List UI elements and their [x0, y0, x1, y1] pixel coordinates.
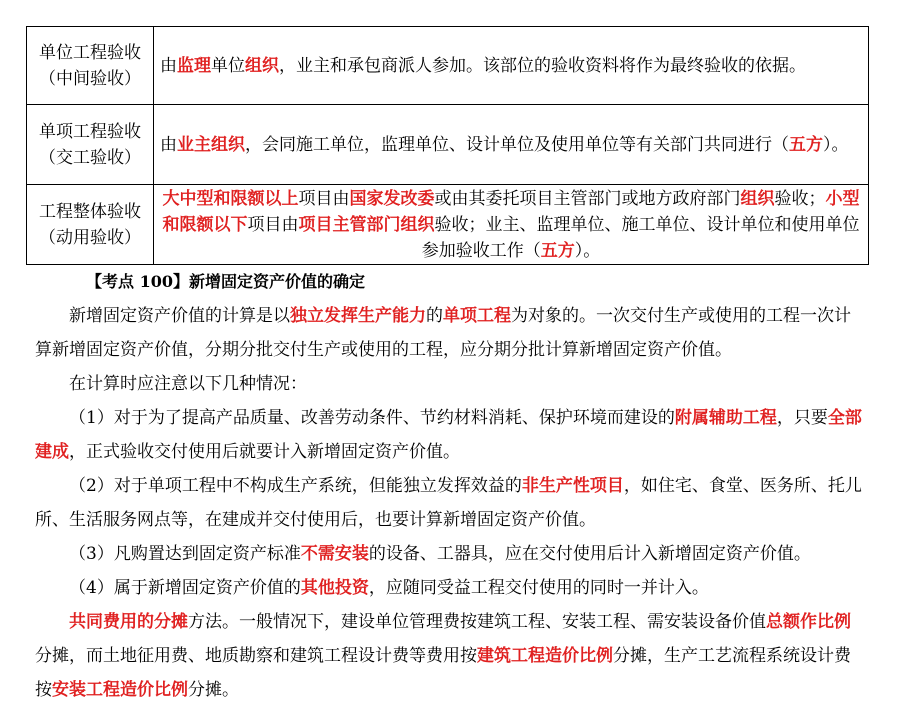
highlight-text: 其他投资 — [300, 578, 369, 598]
text-run: 的 — [426, 306, 443, 326]
text-run: 分摊。 — [188, 680, 239, 700]
text-run: 分摊，生产工艺流程系统设计费按 — [35, 646, 851, 700]
highlight-text: 大中型和限额以上 — [162, 188, 299, 209]
highlight-text: 附属辅助工程 — [674, 408, 777, 428]
desc-cell — [154, 185, 869, 265]
desc-cell — [154, 27, 869, 105]
text-run: 的设备、工器具，应在交付使用后计入新增固定资产价值。 — [368, 544, 811, 564]
text-run: 分摊，而土地征用费、地质勘察和建筑工程设计费等费用按 — [35, 646, 477, 666]
text-run: 由 — [160, 134, 177, 155]
text-run: 单位 — [211, 55, 245, 76]
highlight-text: 监理 — [177, 55, 211, 76]
highlight-text: 组织 — [740, 188, 775, 209]
text-run: ）。 — [574, 240, 601, 261]
highlight-text: 国家发改委 — [349, 188, 435, 209]
text-run: 在计算时应注意以下几种情况： — [69, 374, 307, 394]
highlight-text: 小型和限额以下 — [162, 188, 860, 235]
stage-cell: 单项工程验收（交工验收） — [27, 105, 154, 185]
table-row — [27, 185, 869, 265]
text-run: 项目由 — [247, 214, 299, 235]
text-run: 为对象的。一次交付生产或使用的工程一次计算新增固定资产价值，分期分批交付生产或使用的工程，应分期分批计算新增固定资产价值。 — [35, 306, 851, 360]
highlight-text: 建筑工程造价比例 — [477, 646, 613, 666]
paragraph — [35, 537, 865, 571]
desc-cell — [154, 105, 869, 185]
text-run: （4）属于新增固定资产价值的 — [69, 578, 301, 598]
highlight-text: 独立发挥生产能力 — [290, 306, 426, 326]
highlight-text: 单项工程 — [443, 306, 511, 326]
table-row — [27, 105, 869, 185]
highlight-text: 五方 — [789, 134, 823, 155]
paragraph — [35, 571, 865, 605]
highlight-text: 不需安装 — [300, 544, 369, 564]
highlight-text: 全部建成 — [35, 408, 862, 462]
highlight-text: 五方 — [540, 240, 575, 261]
paragraph — [35, 469, 865, 537]
text-run: 方法。一般情况下，建设单位管理费按建筑工程、安装工程、需安装设备价值 — [188, 612, 766, 632]
acceptance-table — [26, 26, 869, 265]
table-row — [27, 27, 869, 105]
highlight-text: 安装工程造价比例 — [52, 680, 188, 700]
text-run: ）。 — [823, 134, 849, 155]
highlight-text: 项目主管部门组织 — [298, 214, 435, 235]
text-run: （1）对于为了提高产品质量、改善劳动条件、节约材料消耗、保护环境而建设的 — [69, 408, 675, 428]
text-run: ，只要 — [776, 408, 828, 428]
paragraph — [35, 299, 865, 367]
text-run: 由 — [160, 55, 177, 76]
highlight-text: 共同费用的分摊 — [69, 612, 188, 632]
text-run: 验收；业主、监理单位、施工单位、设计单位和使用单位参加验收工作（ — [421, 214, 860, 261]
text-run: ，应随同受益工程交付使用的同时一并计入。 — [368, 578, 709, 598]
highlight-text: 非生产性项目 — [521, 476, 624, 496]
text-run: ，正式验收交付使用后就要计入新增固定资产价值。 — [69, 442, 460, 462]
text-run: ，会同施工单位，监理单位、设计单位及使用单位等有关部门共同进行（ — [245, 134, 789, 155]
highlight-text: 业主组织 — [177, 134, 245, 155]
paragraph — [35, 401, 865, 469]
paragraph — [35, 605, 865, 707]
text-run: 或由其委托项目主管部门或地方政府部门 — [434, 188, 741, 209]
highlight-text: 总额作比例 — [766, 612, 851, 632]
text-run: 验收； — [774, 188, 826, 209]
section-heading: 【考点 100】新增固定资产价值的确定 — [86, 272, 365, 291]
text-run: （3）凡购置达到固定资产标准 — [69, 544, 301, 564]
text-run: 项目由 — [298, 188, 350, 209]
text-run: ，如住宅、食堂、医务所、托儿所、生活服务网点等，在建成并交付使用后，也要计算新增固定资产价值。 — [35, 476, 862, 530]
paragraph — [35, 367, 865, 401]
text-run: ，业主和承包商派人参加。该部位的验收资料将作为最终验收的依据。 — [279, 55, 806, 76]
highlight-text: 组织 — [245, 55, 279, 76]
stage-cell: 工程整体验收（动用验收） — [27, 185, 154, 265]
text-run: 新增固定资产价值的计算是以 — [69, 306, 290, 326]
stage-cell: 单位工程验收（中间验收） — [27, 27, 154, 105]
text-run: （2）对于单项工程中不构成生产系统，但能独立发挥效益的 — [69, 476, 522, 496]
